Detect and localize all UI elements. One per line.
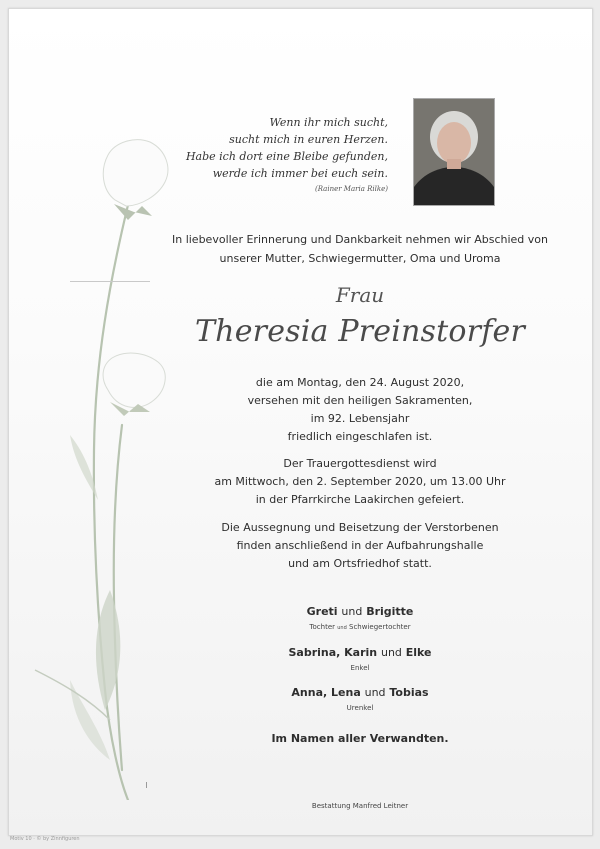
intro-line: In liebevoller Erinnerung und Dankbarkeit nehmen wir Abschied von bbox=[171, 233, 548, 246]
mourner-name: Greti bbox=[306, 605, 338, 618]
burial-line: und am Ortsfriedhof statt. bbox=[288, 557, 432, 570]
mourner-name: Brigitte bbox=[366, 605, 414, 618]
relation-text: Tochter bbox=[309, 623, 336, 631]
mass-line: Der Trauergottesdienst wird bbox=[283, 457, 437, 470]
mourner-names bbox=[170, 604, 550, 619]
mourner-name: Elke bbox=[405, 646, 432, 659]
mass-notice bbox=[170, 455, 550, 509]
death-line: im 92. Lebensjahr bbox=[310, 412, 410, 425]
mourner-names bbox=[170, 685, 550, 700]
intro-line: unserer Mutter, Schwiegermutter, Oma und Uroma bbox=[219, 252, 501, 265]
image-credit: Motiv 10 · © by Zinnfiguren bbox=[10, 836, 80, 842]
mourner-names bbox=[170, 645, 550, 660]
quote-line: sucht mich in euren Herzen. bbox=[229, 133, 388, 146]
death-line: versehen mit den heiligen Sakramenten, bbox=[247, 394, 473, 407]
burial-line: finden anschließend in der Aufbahrungshalle bbox=[236, 539, 484, 552]
mourner-relation bbox=[170, 622, 550, 633]
mourner-name: Tobias bbox=[389, 686, 429, 699]
death-line: die am Montag, den 24. August 2020, bbox=[255, 376, 465, 389]
mourner-relation: Urenkel bbox=[346, 704, 374, 712]
portrait-image bbox=[414, 99, 494, 205]
conjunction: und bbox=[337, 625, 347, 631]
mourner-name: Sabrina, Karin bbox=[288, 646, 378, 659]
divider-line bbox=[70, 281, 150, 282]
rilke-quote bbox=[118, 114, 388, 195]
quote-line: Habe ich dort eine Bleibe gefunden, bbox=[185, 150, 388, 163]
white-roses-illustration bbox=[10, 120, 180, 800]
relation-text: Schwiegertochter bbox=[349, 623, 411, 631]
mass-line: in der Pfarrkirche Laakirchen gefeiert. bbox=[255, 493, 465, 506]
salutation: Frau bbox=[335, 283, 385, 307]
conjunction: und bbox=[380, 646, 402, 659]
conjunction: und bbox=[341, 605, 363, 618]
conjunction: und bbox=[364, 686, 386, 699]
closing-line: Im Namen aller Verwandten. bbox=[271, 732, 449, 745]
death-line: friedlich eingeschlafen ist. bbox=[287, 430, 433, 443]
quote-source: (Rainer Maria Rilke) bbox=[315, 185, 388, 193]
mourner-relation: Enkel bbox=[350, 664, 370, 672]
intro-text bbox=[170, 230, 550, 268]
death-notice bbox=[170, 374, 550, 446]
quote-line: Wenn ihr mich sucht, bbox=[269, 116, 388, 129]
quote-line: werde ich immer bei euch sein. bbox=[212, 167, 388, 180]
deceased-name: Theresia Preinstorfer bbox=[194, 314, 526, 349]
mass-line: am Mittwoch, den 2. September 2020, um 13.00 Uhr bbox=[214, 475, 506, 488]
burial-line: Die Aussegnung und Beisetzung der Verstorbenen bbox=[221, 521, 499, 534]
funeral-home: Bestattung Manfred Leitner bbox=[311, 802, 409, 810]
mourner-name: Anna, Lena bbox=[291, 686, 361, 699]
tick-mark bbox=[146, 782, 147, 788]
portrait-photo bbox=[413, 98, 495, 206]
burial-notice bbox=[170, 519, 550, 573]
